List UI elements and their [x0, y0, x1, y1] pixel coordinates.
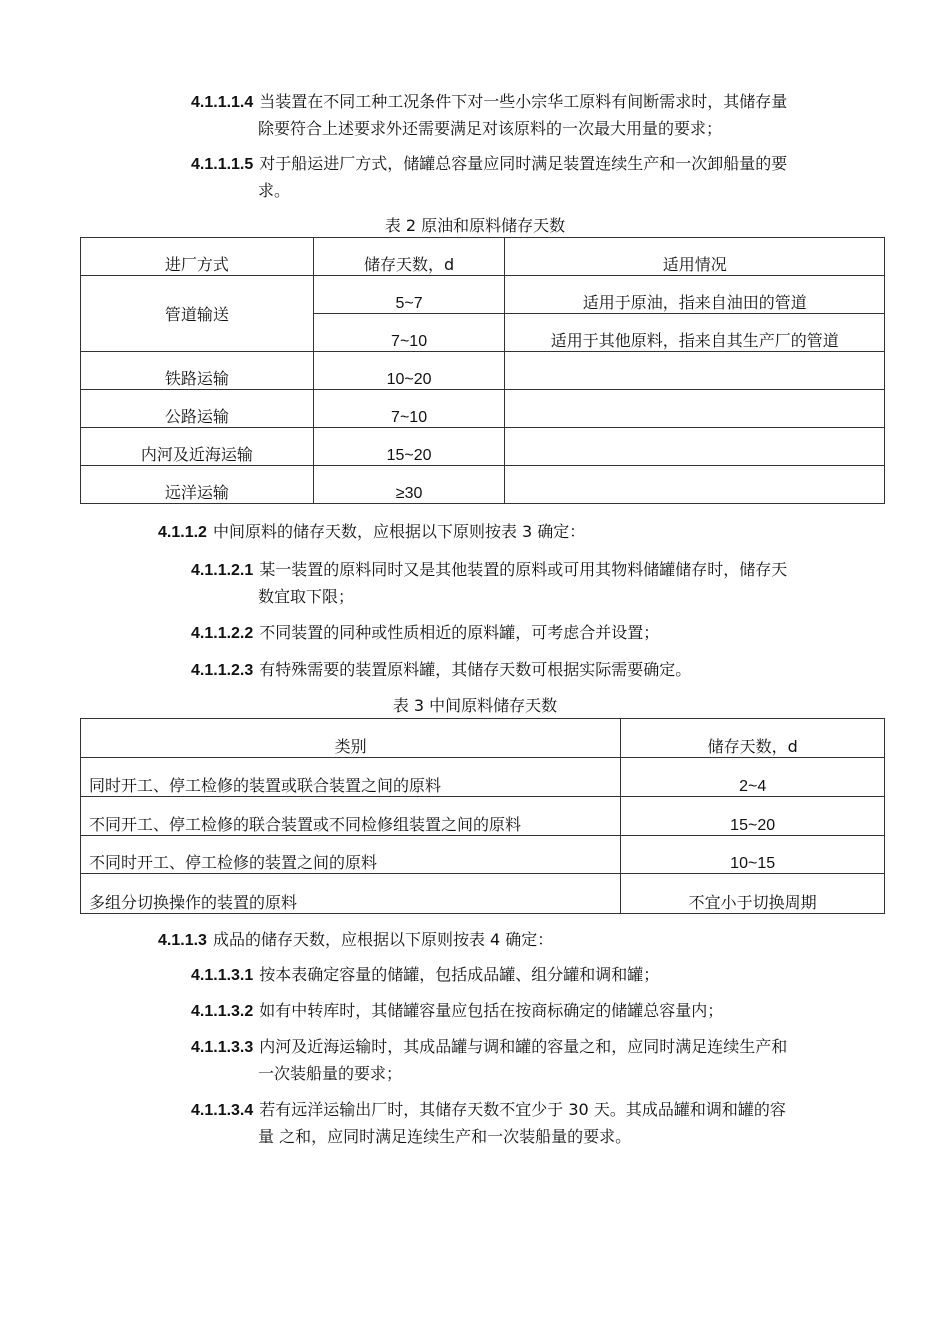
table-row	[81, 874, 885, 914]
table-row	[81, 797, 885, 836]
table2-header-days: 储存天数，d	[313, 238, 505, 276]
table2-cell-days: 5~7	[313, 276, 505, 314]
table3-cell-days: 不宜小于切换周期	[621, 874, 885, 914]
table3-cell-category: 不同时开工、停工检修的装置之间的原料	[81, 836, 621, 874]
table-row	[81, 836, 885, 874]
table-row	[81, 466, 885, 504]
clause-number: 4.1.1.3.4	[191, 1102, 254, 1119]
table-row	[81, 428, 885, 466]
table3-cell-days: 2~4	[621, 758, 885, 797]
clause-4-1-1-1-5	[191, 151, 787, 204]
table2-cell-note	[505, 352, 885, 390]
clause-number: 4.1.1.1.4	[191, 94, 254, 111]
clause-text-line1: 内河及近海运输时，其成品罐与调和罐的容量之和，应同时满足连续生产和	[259, 1037, 788, 1056]
clause-4-1-1-2	[158, 519, 585, 546]
table3	[80, 718, 885, 914]
table3-header-days: 储存天数，d	[621, 719, 885, 758]
clause-number: 4.1.1.3.2	[191, 1003, 254, 1020]
table2-cell-method: 远洋运输	[81, 466, 314, 504]
clause-4-1-1-3	[158, 927, 553, 954]
table3-cell-days: 10~15	[621, 836, 885, 874]
clause-number: 4.1.1.2.2	[191, 625, 254, 642]
clause-4-1-1-3-2	[191, 998, 723, 1025]
clause-4-1-1-2-3	[191, 657, 691, 684]
clause-number: 4.1.1.2.3	[191, 662, 254, 679]
clause-4-1-1-3-4	[191, 1097, 786, 1150]
table-row	[81, 276, 885, 314]
clause-number: 4.1.1.2.1	[191, 562, 254, 579]
clause-text-line1: 若有远洋运输出厂时，其储存天数不宜少于 30 天。其成品罐和调和罐的容	[259, 1100, 786, 1119]
table2-cell-note	[505, 390, 885, 428]
table2-cell-days: 7~10	[313, 390, 505, 428]
table2-cell-note	[505, 428, 885, 466]
table3-cell-category: 不同开工、停工检修的联合装置或不同检修组装置之间的原料	[81, 797, 621, 836]
table2-header-method: 进厂方式	[81, 238, 314, 276]
table2-cell-note: 适用于原油，指来自油田的管道	[505, 276, 885, 314]
clause-4-1-1-1-4	[191, 89, 787, 142]
table2-cell-note: 适用于其他原料，指来自其生产厂的管道	[505, 314, 885, 352]
clause-number: 4.1.1.3.3	[191, 1039, 254, 1056]
clause-text-line1: 某一装置的原料同时又是其他装置的原料或可用其物料储罐储存时，储存天	[259, 560, 788, 579]
clause-text-line1: 有特殊需要的装置原料罐，其储存天数可根据实际需要确定。	[259, 660, 692, 679]
clause-number: 4.1.1.2	[158, 524, 207, 541]
clause-text-line2: 量 之和，应同时满足连续生产和一次装船量的要求。	[258, 1127, 632, 1146]
table2-caption: 表 2 原油和原料储存天数	[384, 216, 566, 235]
table-row	[81, 352, 885, 390]
clause-4-1-1-2-1	[191, 557, 787, 610]
table3-cell-category: 同时开工、停工检修的装置或联合装置之间的原料	[81, 758, 621, 797]
clause-text-line2: 除要符合上述要求外还需要满足对该原料的一次最大用量的要求；	[258, 119, 723, 138]
table2-cell-days: 15~20	[313, 428, 505, 466]
clause-text: 中间原料的储存天数，应根据以下原则按表 3 确定：	[212, 522, 586, 541]
clause-number: 4.1.1.3.1	[191, 967, 254, 984]
clause-text-line1: 如有中转库时，其储罐容量应包括在按商标确定的储罐总容量内；	[259, 1001, 724, 1020]
table2-cell-days: ≥30	[313, 466, 505, 504]
clause-text-line1: 当装置在不同工种工况条件下对一些小宗华工原料有间断需求时，其储存量	[259, 92, 788, 111]
clause-text-line2: 数宜取下限；	[258, 587, 355, 606]
clause-number: 4.1.1.3	[158, 932, 207, 949]
table-row	[81, 758, 885, 797]
table2-cell-method: 铁路运输	[81, 352, 314, 390]
clause-text-line1: 按本表确定容量的储罐，包括成品罐、组分罐和调和罐；	[259, 965, 660, 984]
clause-4-1-1-3-3	[191, 1034, 787, 1087]
table2	[80, 237, 885, 504]
clause-text: 成品的储存天数，应根据以下原则按表 4 确定：	[212, 930, 554, 949]
table2-cell-method: 内河及近海运输	[81, 428, 314, 466]
clause-text-line1: 对于船运进厂方式，储罐总容量应同时满足装置连续生产和一次卸船量的要	[259, 154, 788, 173]
table3-cell-category: 多组分切换操作的装置的原料	[81, 874, 621, 914]
table2-header-note: 适用情况	[505, 238, 885, 276]
table2-cell-days: 7~10	[313, 314, 505, 352]
table2-cell-method: 公路运输	[81, 390, 314, 428]
table2-cell-note	[505, 466, 885, 504]
clause-text-line2: 一次装船量的要求；	[258, 1064, 403, 1083]
clause-text-line2: 求。	[258, 181, 291, 200]
table2-cell-method: 管道输送	[81, 276, 314, 352]
table3-header-category: 类别	[81, 719, 621, 758]
clause-4-1-1-2-2	[191, 620, 659, 647]
table3-cell-days: 15~20	[621, 797, 885, 836]
clause-number: 4.1.1.1.5	[191, 156, 254, 173]
clause-text-line1: 不同装置的同种或性质相近的原料罐，可考虑合并设置；	[259, 623, 660, 642]
table2-cell-days: 10~20	[313, 352, 505, 390]
table3-caption: 表 3 中间原料储存天数	[392, 696, 558, 715]
table-row	[81, 390, 885, 428]
clause-4-1-1-3-1	[191, 962, 659, 989]
